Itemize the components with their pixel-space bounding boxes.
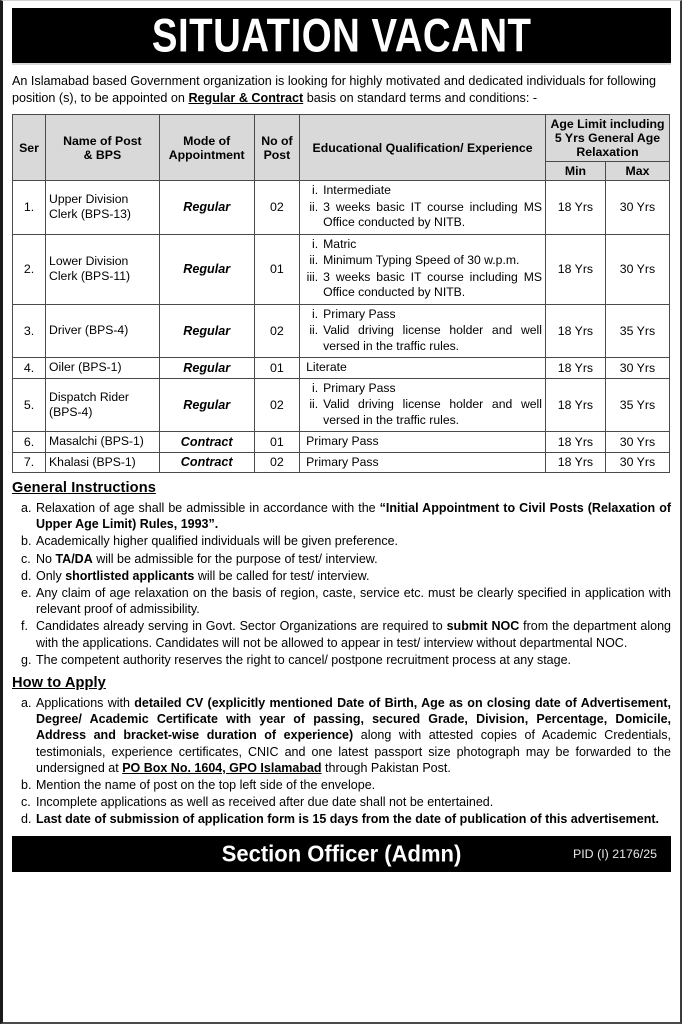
age-limit-line1: Age Limit including	[550, 117, 665, 131]
item-marker: b.	[21, 778, 32, 793]
cell-max-age: 35 Yrs	[605, 378, 669, 432]
cell-post-name: Masalchi (BPS-1)	[46, 432, 160, 453]
cell-ser: 7.	[13, 452, 46, 473]
cell-no-of-post: 02	[254, 378, 299, 432]
column-header-age-limit	[545, 115, 669, 162]
how-to-apply-heading: How to Apply	[12, 675, 106, 692]
education-item-marker: iii.	[306, 269, 319, 284]
item-underline: PO Box No. 1604, GPO Islamabad	[122, 760, 322, 775]
education-item	[303, 183, 542, 199]
cell-min-age: 18 Yrs	[545, 234, 605, 304]
item-marker: f.	[21, 619, 28, 634]
item-text: Mention the name of post on the top left side of the envelope.	[36, 778, 376, 793]
cell-max-age: 30 Yrs	[605, 452, 669, 473]
item-marker: e.	[21, 586, 32, 601]
item-body	[36, 794, 671, 810]
column-header-education: Educational Qualification/ Experience	[300, 115, 546, 181]
column-header-mode	[159, 115, 254, 181]
cell-mode-of-appointment: Regular	[159, 234, 254, 304]
item-body	[36, 551, 671, 567]
item-text-cont: will be admissible for the purpose of test/ interview.	[92, 551, 378, 566]
education-item	[303, 200, 542, 231]
table-row	[13, 378, 670, 432]
cell-post-name: Khalasi (BPS-1)	[46, 452, 160, 473]
cell-min-age: 18 Yrs	[545, 432, 605, 453]
education-item-text: Valid driving license holder and well versed in the traffic rules.	[323, 323, 542, 353]
intro-text-part2: basis on standard terms and conditions: -	[303, 90, 538, 105]
item-body	[36, 777, 671, 793]
cell-ser: 2.	[13, 234, 46, 304]
cell-no-of-post: 02	[254, 181, 299, 235]
cell-ser: 1.	[13, 181, 46, 235]
cell-no-of-post: 01	[254, 234, 299, 304]
education-item	[303, 307, 542, 323]
education-item-text: Intermediate	[323, 183, 391, 197]
vacancies-table	[12, 114, 670, 473]
item-marker: c.	[21, 795, 31, 810]
signatory-title: Section Officer (Admn)	[221, 840, 462, 867]
education-list	[303, 307, 542, 355]
education-list	[303, 381, 542, 429]
education-item	[303, 381, 542, 397]
item-emphasis: shortlisted applicants	[65, 568, 195, 583]
item-marker: d.	[21, 568, 32, 583]
cell-min-age: 18 Yrs	[545, 304, 605, 358]
education-list	[303, 183, 542, 231]
general-instruction-item	[12, 500, 671, 532]
item-text: Academically higher qualified individuals will be given preference.	[36, 534, 399, 549]
cell-min-age: 18 Yrs	[545, 378, 605, 432]
table-row	[13, 234, 670, 304]
education-item-marker: ii.	[309, 253, 319, 267]
cell-education: Primary Pass	[300, 432, 546, 453]
general-instructions-heading: General Instructions	[12, 480, 156, 496]
age-limit-line3: Relaxation	[576, 145, 639, 159]
cell-education: Literate	[300, 358, 546, 379]
how-to-apply-item	[12, 811, 671, 827]
general-instruction-item	[12, 551, 671, 567]
column-header-no-of-post	[254, 115, 299, 181]
education-item-text: Primary Pass	[323, 306, 396, 321]
item-emphasis: Last date of submission of application form is 15 days from the date of publication of this advertisement.	[36, 812, 660, 827]
item-marker: a.	[21, 696, 32, 711]
item-body	[36, 695, 671, 776]
education-item-marker: i.	[312, 236, 319, 251]
table-header-row-1	[13, 115, 670, 162]
cell-min-age: 18 Yrs	[545, 452, 605, 473]
item-emphasis: “Initial Appointment to Civil Posts (Relaxation of Upper Age Limit) Rules, 1993”.	[36, 501, 671, 532]
table-header	[13, 115, 670, 181]
cell-min-age: 18 Yrs	[545, 358, 605, 379]
general-instruction-item	[12, 618, 671, 650]
education-item-text: 3 weeks basic IT course including MS Office conducted by NITB.	[323, 199, 542, 229]
table-row	[13, 181, 670, 235]
item-text: Candidates already serving in Govt. Sector Organizations are required to	[36, 619, 447, 634]
cell-post-name: Dispatch Rider (BPS-4)	[46, 378, 160, 432]
table-row	[13, 432, 670, 453]
how-to-apply-item	[12, 695, 671, 776]
title-banner	[12, 8, 671, 63]
column-header-name-line1: Name of Post	[63, 133, 142, 148]
education-item	[303, 237, 542, 253]
cell-education	[300, 234, 546, 304]
cell-education	[300, 181, 546, 235]
cell-ser: 6.	[13, 432, 46, 453]
cell-post-name: Oiler (BPS-1)	[46, 358, 160, 379]
cell-post-name: Lower Division Clerk (BPS-11)	[46, 234, 160, 304]
item-marker: g.	[21, 652, 32, 667]
item-text: Relaxation of age shall be admissible in accordance with the	[36, 501, 380, 515]
item-marker: a.	[21, 501, 32, 515]
cell-ser: 4.	[13, 358, 46, 379]
education-item-marker: ii.	[309, 397, 319, 411]
education-item-marker: i.	[312, 306, 319, 321]
pid-number: PID (I) 2176/25	[572, 846, 657, 861]
cell-mode-of-appointment: Regular	[159, 378, 254, 432]
page-title: SITUATION VACANT	[151, 9, 532, 62]
how-to-apply-item	[12, 794, 671, 810]
column-header-max-age: Max	[605, 162, 669, 181]
item-body	[36, 652, 671, 668]
cell-no-of-post: 02	[254, 304, 299, 358]
item-text: Incomplete applications as well as received after due date shall not be entertained.	[36, 795, 494, 810]
item-body	[36, 568, 671, 584]
cell-post-name: Upper Division Clerk (BPS-13)	[46, 181, 160, 235]
education-item	[303, 270, 542, 301]
cell-ser: 5.	[13, 378, 46, 432]
cell-max-age: 30 Yrs	[605, 432, 669, 453]
education-item-text: Matric	[323, 236, 357, 251]
cell-ser: 3.	[13, 304, 46, 358]
education-item-text: Primary Pass	[323, 380, 396, 395]
education-item-marker: i.	[312, 380, 319, 395]
how-to-apply-list	[12, 695, 671, 828]
item-text-cont: will be called for test/ interview.	[194, 568, 370, 583]
column-header-no-line2: Post	[263, 147, 291, 162]
education-item-text: Valid driving license holder and well versed in the traffic rules.	[323, 397, 542, 427]
item-body	[36, 618, 671, 650]
item-text: No	[36, 551, 56, 566]
column-header-mode-line1: Mode of	[183, 133, 231, 148]
cell-max-age: 30 Yrs	[605, 358, 669, 379]
general-instruction-item	[12, 568, 671, 584]
education-item-marker: ii.	[309, 199, 319, 214]
cell-mode-of-appointment: Regular	[159, 304, 254, 358]
cell-post-name: Driver (BPS-4)	[46, 304, 160, 358]
education-item-marker: ii.	[309, 323, 319, 337]
how-to-apply-item	[12, 777, 671, 793]
item-marker: c.	[21, 551, 31, 566]
general-instruction-item	[12, 652, 671, 668]
cell-education: Primary Pass	[300, 452, 546, 473]
table-row	[13, 304, 670, 358]
cell-no-of-post: 01	[254, 358, 299, 379]
intro-text-part1: An Islamabad based Government organization is looking for highly motivated and dedicated individuals for following position (s), to be appointed on	[12, 74, 657, 105]
education-item	[303, 253, 542, 269]
item-text-cont: from the department along with the applications. Candidates will not be allowed to appear in test/ interview without departmental NOC.	[36, 619, 671, 650]
item-text: Only	[36, 568, 66, 583]
education-item	[303, 397, 542, 428]
item-text: Any claim of age relaxation on the basis of region, caste, service etc. must be clearly specified in application with relevant proof of admissibility.	[36, 586, 671, 617]
item-text-tail: through Pakistan Post.	[321, 760, 451, 775]
item-emphasis: submit NOC	[446, 619, 520, 634]
general-instruction-item	[12, 533, 671, 549]
age-limit-line2: 5 Yrs General Age	[554, 131, 661, 145]
general-instructions-list	[12, 500, 671, 668]
cell-mode-of-appointment: Regular	[159, 358, 254, 379]
item-text: The competent authority reserves the right to cancel/ postpone recruitment process at any stage.	[36, 652, 572, 667]
table-body	[13, 181, 670, 473]
education-item-text: Minimum Typing Speed of 30 w.p.m.	[323, 253, 520, 267]
item-emphasis: detailed CV (explicitly mentioned Date of Birth, Age as on closing date of Advertisement, Degree/ Academic Certificate with year of passing, secured Grade, Division, Percentage, Domicile, Address and bracket-wise duration of experience)	[36, 696, 671, 743]
education-item	[303, 323, 542, 354]
table-row	[13, 452, 670, 473]
cell-max-age: 30 Yrs	[605, 181, 669, 235]
column-header-ser: Ser	[13, 115, 46, 181]
item-marker: b.	[21, 534, 32, 549]
column-header-name-line2: & BPS	[83, 147, 122, 162]
cell-mode-of-appointment: Contract	[159, 452, 254, 473]
cell-no-of-post: 01	[254, 432, 299, 453]
cell-mode-of-appointment: Regular	[159, 181, 254, 235]
item-body	[36, 585, 671, 617]
cell-no-of-post: 02	[254, 452, 299, 473]
cell-education	[300, 378, 546, 432]
education-item-marker: i.	[312, 183, 319, 197]
column-header-no-line1: No of	[261, 133, 293, 148]
education-list	[303, 237, 542, 301]
item-body	[36, 500, 671, 532]
education-item-text: 3 weeks basic IT course including MS Office conducted by NITB.	[323, 269, 542, 299]
intro-paragraph	[12, 73, 671, 106]
column-header-mode-line2: Appointment	[168, 147, 245, 162]
cell-education	[300, 304, 546, 358]
cell-max-age: 35 Yrs	[605, 304, 669, 358]
column-header-min-age: Min	[545, 162, 605, 181]
cell-max-age: 30 Yrs	[605, 234, 669, 304]
table-row	[13, 358, 670, 379]
item-emphasis: TA/DA	[55, 551, 93, 566]
general-instruction-item	[12, 585, 671, 617]
item-marker: d.	[21, 812, 32, 827]
item-text: Applications with	[36, 696, 135, 711]
intro-highlight: Regular & Contract	[188, 90, 304, 105]
footer-banner	[12, 836, 671, 872]
cell-mode-of-appointment: Contract	[159, 432, 254, 453]
item-body	[36, 811, 671, 827]
item-body	[36, 533, 671, 549]
item-text-cont: along with attested copies of Academic Credentials, testimonials, experience certificates, CNIC and one latest passport size photograph may be forwarded to the undersigned at	[36, 728, 671, 775]
cell-min-age: 18 Yrs	[545, 181, 605, 235]
column-header-name	[46, 115, 160, 181]
